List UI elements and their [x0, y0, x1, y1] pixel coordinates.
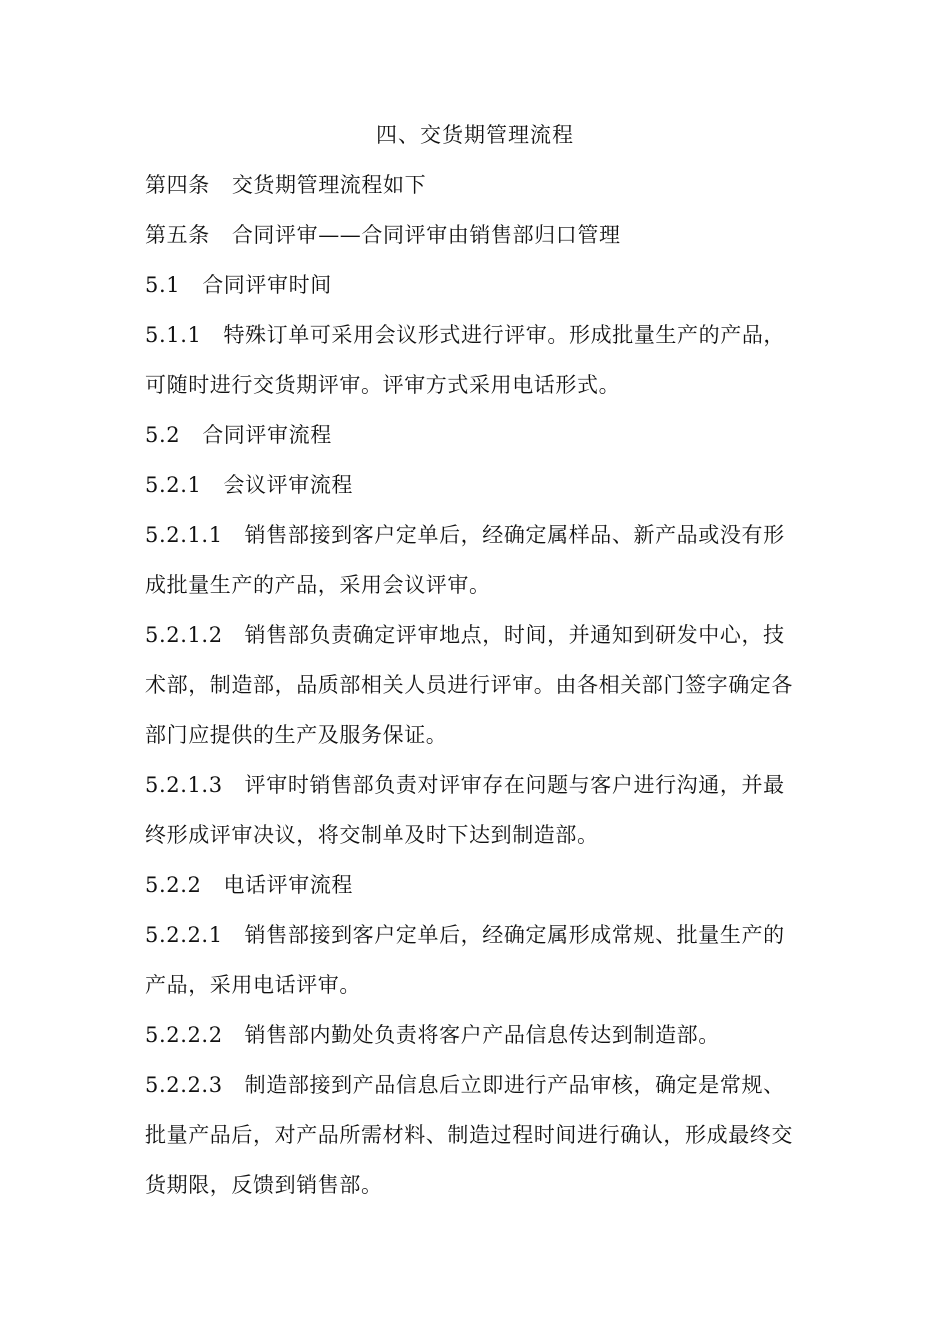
clause-text: 合同评审流程: [202, 423, 332, 447]
paragraph-line: [145, 410, 810, 460]
paragraph-line: [145, 460, 810, 510]
clause-number: 5.2.2.2: [145, 1023, 223, 1047]
clause-text: 销售部负责确定评审地点，时间，并通知到研发中心，技: [244, 623, 785, 647]
paragraph-line: 批量产品后，对产品所需材料、制造过程时间进行确认，形成最终交: [145, 1123, 793, 1147]
clause-number: 第四条: [145, 173, 210, 197]
paragraph-line: [145, 260, 810, 310]
clause-number: 5.2.1.1: [145, 523, 223, 547]
paragraph-5-2: [145, 410, 810, 460]
paragraph-line: [145, 760, 810, 810]
paragraph-line: [145, 1010, 810, 1060]
clause-text: 销售部接到客户定单后，经确定属样品、新产品或没有形: [244, 523, 785, 547]
section-title: 四、交货期管理流程: [376, 123, 574, 147]
paragraph-line: [145, 860, 810, 910]
clause-number: 5.2.1: [145, 473, 202, 497]
paragraph-5-1: [145, 260, 810, 310]
paragraph-line: [145, 310, 810, 360]
clause-number: 5.2.1.2: [145, 623, 223, 647]
clause-number: 5.2.2.1: [145, 923, 223, 947]
paragraph-line: [145, 160, 810, 210]
paragraph-article-5: [145, 210, 810, 260]
clause-text: 交货期管理流程如下: [231, 173, 427, 197]
paragraph-article-4: [145, 160, 810, 210]
clause-text: 销售部接到客户定单后，经确定属形成常规、批量生产的: [244, 923, 785, 947]
clause-text: 合同评审时间: [202, 273, 332, 297]
clause-text: 会议评审流程: [223, 473, 354, 497]
clause-text: 评审时销售部负责对评审存在问题与客户进行沟通，并最: [244, 773, 785, 797]
paragraph-line: [145, 1060, 810, 1110]
clause-number: 5.2.1.3: [145, 773, 223, 797]
paragraph-line: [145, 510, 810, 560]
paragraph-line: 终形成评审决议，将交制单及时下达到制造部。: [145, 823, 599, 847]
clause-number: 5.1.1: [145, 323, 202, 347]
paragraph-line: 货期限，反馈到销售部。: [145, 1173, 383, 1197]
paragraph-5-1-1: [145, 310, 810, 410]
clause-text: 合同评审——合同评审由销售部归口管理: [231, 223, 621, 247]
clause-number: 5.2.2: [145, 873, 202, 897]
paragraph-5-2-2: [145, 860, 810, 910]
clause-text: 制造部接到产品信息后立即进行产品审核，确定是常规、: [244, 1073, 785, 1097]
paragraph-5-2-2-1: [145, 910, 810, 1010]
paragraph-line: [145, 910, 810, 960]
paragraph-line: 术部，制造部，品质部相关人员进行评审。由各相关部门签字确定各: [145, 673, 793, 697]
paragraph-5-2-1-3: [145, 760, 810, 860]
paragraph-5-2-1-1: [145, 510, 810, 610]
paragraph-line: 可随时进行交货期评审。评审方式采用电话形式。: [145, 373, 621, 397]
paragraph-line: 成批量生产的产品，采用会议评审。: [145, 573, 491, 597]
paragraph-line: 产品，采用电话评审。: [145, 973, 361, 997]
paragraph-5-2-2-2: [145, 1010, 810, 1060]
clause-text: 特殊订单可采用会议形式进行评审。形成批量生产的产品，: [223, 323, 786, 347]
paragraph-5-2-1-2: [145, 610, 810, 760]
clause-text: 电话评审流程: [223, 873, 354, 897]
clause-number: 第五条: [145, 223, 210, 247]
paragraph-line: 部门应提供的生产及服务保证。: [145, 723, 448, 747]
clause-number: 5.2: [145, 423, 181, 447]
paragraph-5-2-1: [145, 460, 810, 510]
clause-text: 销售部内勤处负责将客户产品信息传达到制造部。: [244, 1023, 720, 1047]
clause-number: 5.1: [145, 273, 181, 297]
paragraph-5-2-2-3: [145, 1060, 810, 1210]
clause-number: 5.2.2.3: [145, 1073, 223, 1097]
paragraph-line: [145, 610, 810, 660]
paragraph-line: [145, 210, 810, 260]
